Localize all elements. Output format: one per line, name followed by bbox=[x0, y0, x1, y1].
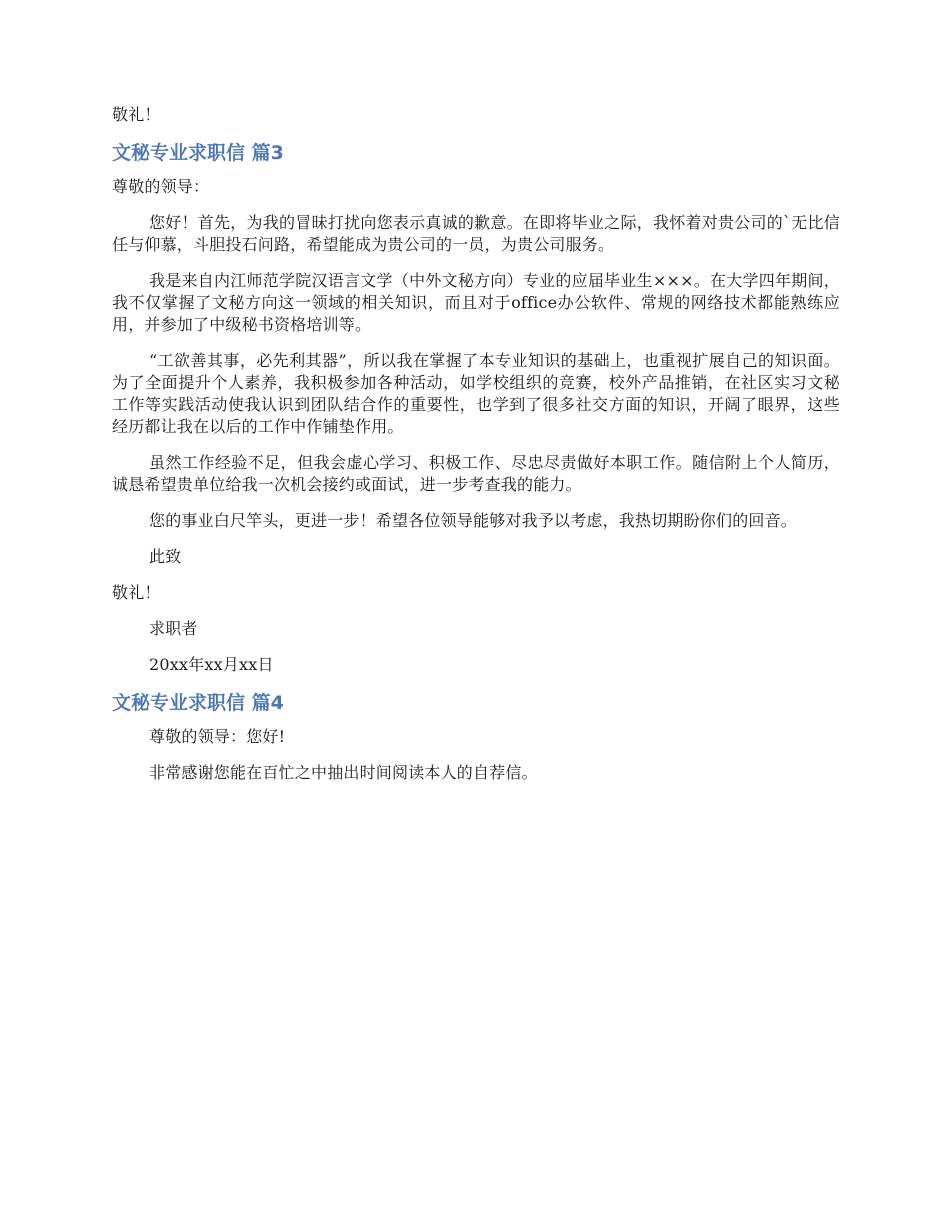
date: 20xx年xx月xx日 bbox=[149, 655, 274, 674]
greeting: 尊敬的领导：您好! bbox=[149, 727, 286, 746]
document-page bbox=[112, 104, 840, 798]
paragraph-request: 虽然工作经验不足，但我会虚心学习、积极工作、尽忠尽责做好本职工作。随信附上个人简历，诚恳希望贵单位给我一次机会接约或面试，进一步考查我的能力。 bbox=[112, 453, 840, 494]
closing-salutation: 敬礼！ bbox=[112, 105, 161, 124]
closing-salutation: 敬礼！ bbox=[112, 583, 161, 602]
section-heading-3: 文秘专业求职信 篇3 bbox=[112, 142, 284, 164]
paragraph-background: 我是来自内江师范学院汉语言文学（中外文秘方向）专业的应届毕业生×××。在大学四年期间，我不仅掌握了文秘方向这一领域的相关知识，而且对于office办公软件、常规的网络技术都能熟练应用，并参加了中级秘书资格培训等。 bbox=[112, 271, 840, 334]
paragraph-wishes: 您的事业白尺竿头，更进一步！希望各位领导能够对我予以考虑，我热切期盼你们的回音。 bbox=[149, 511, 798, 530]
section-heading-4: 文秘专业求职信 篇4 bbox=[112, 692, 284, 714]
paragraph-intro: 您好！首先，为我的冒昧打扰向您表示真诚的歉意。在即将毕业之际，我怀着对贵公司的`无比信任与仰慕，斗胆投石问路，希望能成为贵公司的一员，为贵公司服务。 bbox=[112, 213, 840, 254]
paragraph-thanks: 非常感谢您能在百忙之中抽出时间阅读本人的自荐信。 bbox=[149, 763, 538, 782]
paragraph-experience: “工欲善其事，必先利其器”，所以我在掌握了本专业知识的基础上，也重视扩展自己的知识面。为了全面提升个人素养，我积极参加各种活动，如学校组织的竞赛，校外产品推销，在社区实习文秘工作等实践活动使我认识到团队结合作的重要性，也学到了很多社交方面的知识，开阔了眼界，这些经历都让我在以后的工作中作铺垫作用。 bbox=[112, 351, 840, 436]
closing-phrase: 此致 bbox=[149, 547, 182, 566]
signature: 求职者 bbox=[149, 619, 198, 638]
greeting: 尊敬的领导： bbox=[112, 177, 210, 196]
